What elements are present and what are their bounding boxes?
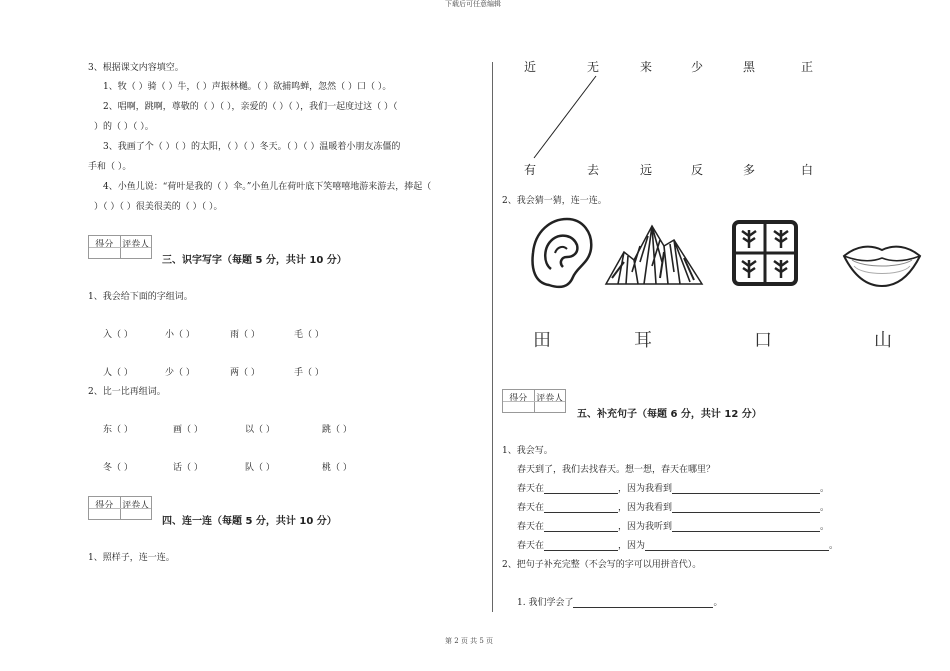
blank[interactable]	[544, 502, 618, 513]
fill-mid: ，因为我看到	[618, 503, 673, 513]
fill-line-2	[517, 500, 829, 513]
score-label: 得分	[89, 236, 121, 258]
fill-line-1	[517, 481, 829, 494]
sentence-1	[517, 595, 722, 608]
blank[interactable]	[645, 540, 829, 551]
grader-label: 评卷人	[536, 394, 564, 404]
top-word: 近	[524, 60, 537, 74]
q3-line-3: ）的（ ）（ ）。	[94, 122, 154, 132]
blank[interactable]	[672, 483, 820, 494]
right-q2: 2、我会猜一猜，连一连。	[502, 196, 607, 206]
score-box-sec5	[502, 389, 566, 413]
fill-end: 。	[820, 503, 830, 513]
mouth-icon	[842, 240, 922, 290]
bottom-word: 远	[640, 163, 653, 177]
ear-icon	[527, 213, 597, 293]
blank[interactable]	[544, 521, 618, 532]
word-item: 冬（ ）	[103, 463, 133, 473]
fill-prefix: 春天在	[517, 541, 545, 551]
fill-end: 。	[820, 484, 830, 494]
sec5-title: 五、补充句子（每题 6 分，共计 12 分）	[577, 409, 762, 420]
blank[interactable]	[672, 521, 820, 532]
sentence-prefix: 1. 我们学会了	[517, 598, 574, 608]
q3-line-5: 手和（ ）。	[88, 162, 132, 172]
sec5-intro: 春天到了，我们去找春天。想一想，春天在哪里？	[517, 465, 716, 475]
word-item: 以（ ）	[245, 425, 275, 435]
score-box-sec4	[88, 496, 152, 520]
sentence-end: 。	[713, 598, 723, 608]
guess-char: 山	[874, 330, 892, 351]
sec3-q2: 2、比一比再组词。	[88, 387, 166, 397]
word-item: 桃（ ）	[322, 463, 352, 473]
guess-char: 田	[533, 330, 551, 351]
page-number: 第 2 页 共 5 页	[445, 637, 494, 645]
word-item: 画（ ）	[173, 425, 203, 435]
top-word: 黑	[743, 60, 756, 74]
q3-title: 3、根据课文内容填空。	[88, 63, 184, 73]
sec4-q1: 1、照样子，连一连。	[88, 553, 175, 563]
blank[interactable]	[672, 502, 820, 513]
word-item: 少（ ）	[165, 368, 195, 378]
word-item: 手（ ）	[294, 368, 324, 378]
word-item: 东（ ）	[103, 425, 133, 435]
top-word: 少	[691, 60, 704, 74]
sec5-q2: 2、把句子补充完整（不会写的字可以用拼音代）。	[502, 560, 702, 570]
fill-mid: ，因为	[618, 541, 646, 551]
bottom-word: 多	[743, 163, 756, 177]
word-item: 话（ ）	[173, 463, 203, 473]
fill-line-3	[517, 519, 829, 532]
top-word: 正	[801, 60, 814, 74]
score-label: 得分	[503, 390, 535, 412]
sec4-title: 四、连一连（每题 5 分，共计 10 分）	[162, 516, 337, 527]
blank[interactable]	[544, 540, 618, 551]
sec3-q1: 1、我会给下面的字组词。	[88, 292, 193, 302]
score-box-sec3	[88, 235, 152, 259]
fill-line-4	[517, 538, 838, 551]
fill-prefix: 春天在	[517, 484, 545, 494]
grader-label: 评卷人	[122, 240, 150, 250]
fill-prefix: 春天在	[517, 503, 545, 513]
word-item: 跳（ ）	[322, 425, 352, 435]
word-item: 雨（ ）	[230, 330, 260, 340]
word-item: 小（ ）	[165, 330, 195, 340]
score-label: 得分	[89, 497, 121, 519]
blank[interactable]	[544, 483, 618, 494]
q3-line-1: 1、牧（ ）骑（ ）牛，（ ）声振林樾。（ ）欲捕鸣蝉，忽然（ ）口（ ）。	[103, 82, 392, 92]
q3-line-2: 2、唱啊，跳啊，尊敬的（ ）（ ），亲爱的（ ）（ ），我们一起度过这（ ）（	[103, 102, 398, 112]
guess-char: 口	[754, 330, 772, 351]
bottom-word: 反	[691, 163, 704, 177]
q3-line-7: ）（ ）（ ）很美很美的（ ）（ ）。	[94, 202, 223, 212]
top-word: 来	[640, 60, 653, 74]
fill-end: 。	[829, 541, 839, 551]
fill-prefix: 春天在	[517, 522, 545, 532]
sec5-q1: 1、我会写。	[502, 446, 553, 456]
word-item: 毛（ ）	[294, 330, 324, 340]
word-item: 人（ ）	[103, 368, 133, 378]
guess-char: 耳	[634, 330, 652, 351]
fill-end: 。	[820, 522, 830, 532]
bottom-word: 去	[587, 163, 600, 177]
mountain-icon	[604, 222, 704, 292]
word-item: 入（ ）	[103, 330, 133, 340]
top-word: 无	[587, 60, 600, 74]
q3-line-4: 3、我画了个（ ）（ ）的太阳，（ ）（ ）冬天。（ ）（ ）温暖着小朋友冻僵的	[103, 142, 401, 152]
blank[interactable]	[573, 597, 713, 608]
bottom-word: 白	[801, 163, 814, 177]
sec3-title: 三、识字写字（每题 5 分，共计 10 分）	[162, 255, 347, 266]
fill-mid: ，因为我看到	[618, 484, 673, 494]
fill-mid: ，因为我听到	[618, 522, 673, 532]
field-icon	[730, 218, 800, 288]
column-divider	[492, 62, 493, 612]
grader-label: 评卷人	[122, 501, 150, 511]
bottom-word: 有	[524, 163, 537, 177]
word-item: 两（ ）	[230, 368, 260, 378]
q3-line-6: 4、小鱼儿说：“荷叶是我的（ ）伞。”小鱼儿在荷叶底下笑嘻嘻地游来游去，捧起（	[103, 182, 432, 192]
word-item: 队（ ）	[245, 463, 275, 473]
header-note: 下载后可任意编辑	[445, 0, 501, 8]
